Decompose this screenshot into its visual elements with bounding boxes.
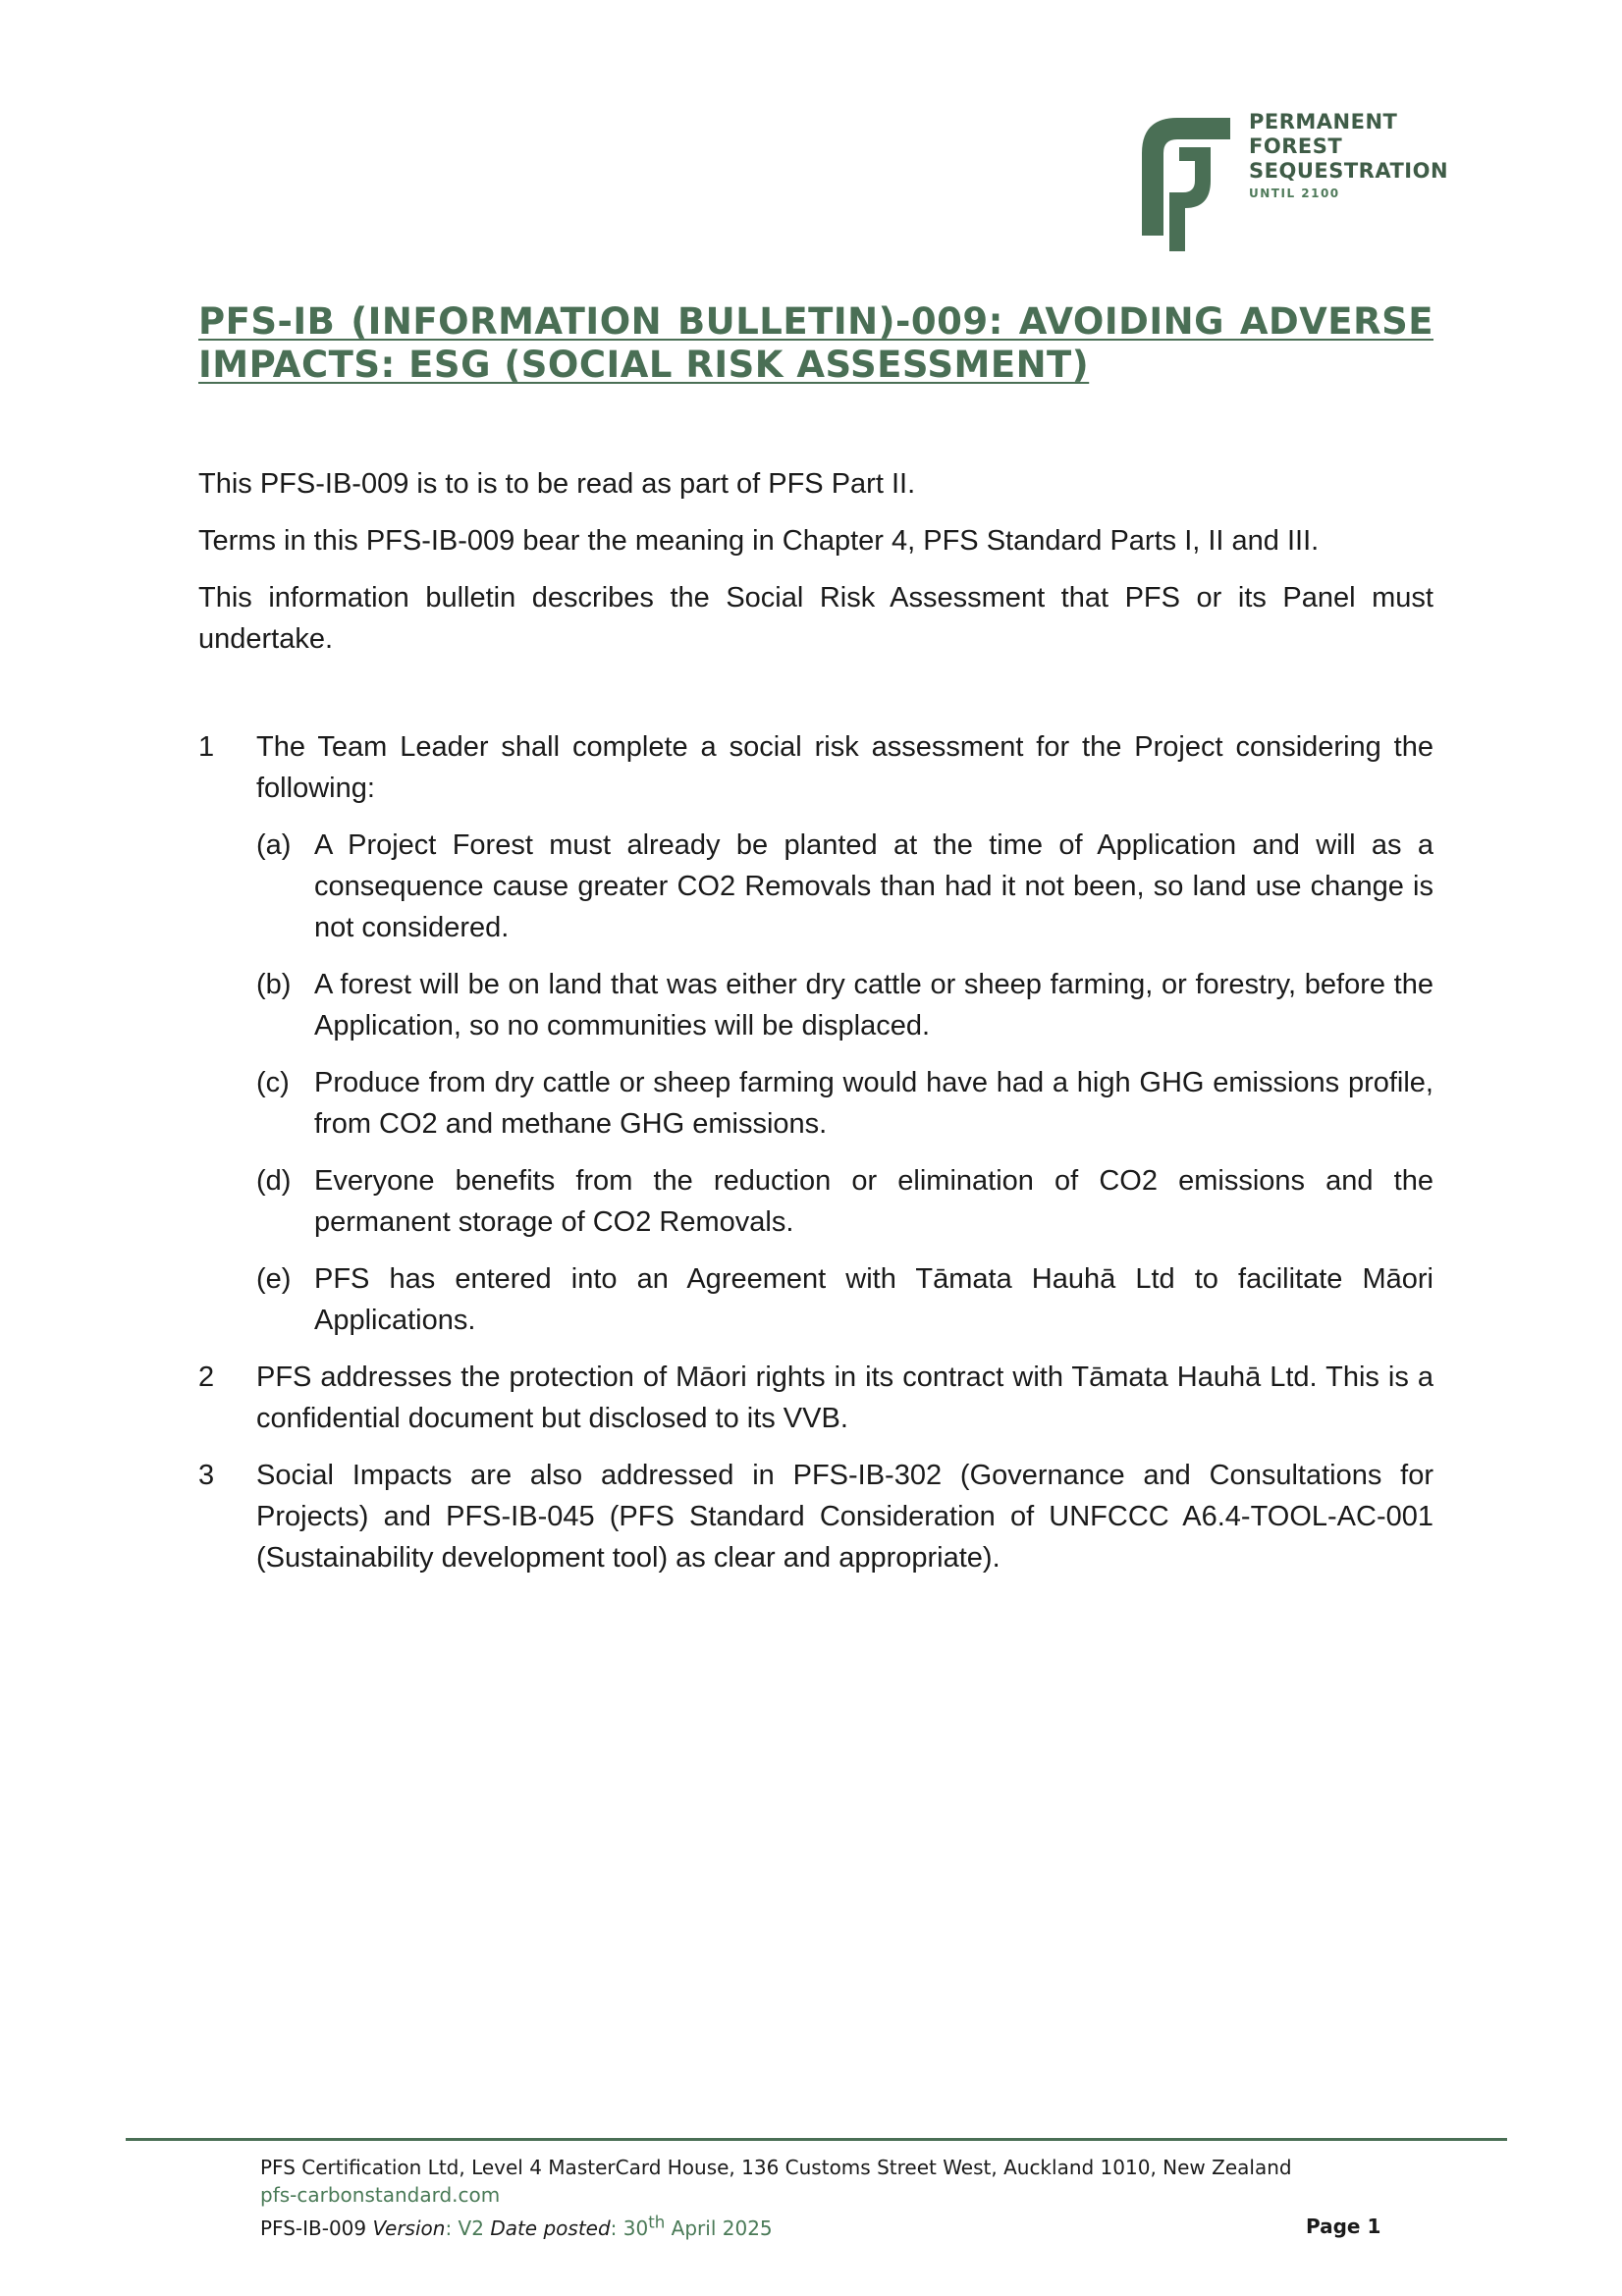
page-number: 1 [1367, 2215, 1381, 2238]
footer-doc-id: PFS-IB-009 [260, 2216, 367, 2240]
footer-version-value: : V2 [445, 2216, 484, 2240]
intro-paragraph: This information bulletin describes the Social Risk Assessment that PFS or its Panel must undertake. [198, 582, 1433, 655]
item-text: PFS addresses the protection of Māori rights in its contract with Tāmata Hauhā Ltd. This is a confidential document but disclosed to its VVB. [256, 1362, 1433, 1434]
page-label: Page [1306, 2215, 1361, 2238]
sub-item-text: PFS has entered into an Agreement with Tāmata Hauhā Ltd to facilitate Māori Applications. [314, 1263, 1433, 1336]
sub-item [256, 1160, 1433, 1243]
sub-item-label: (a) [256, 829, 292, 861]
item-number: 3 [198, 1460, 215, 1491]
numbered-item [198, 1455, 1433, 1578]
footer-date-day: : 30 [610, 2216, 649, 2240]
page-indicator [1306, 2215, 1380, 2238]
sub-item-label: (c) [256, 1067, 290, 1098]
footer-meta [260, 2213, 773, 2240]
logo-line-4: UNTIL 2100 [1249, 187, 1340, 200]
pfs-logo [1114, 110, 1487, 257]
logo-line-1: PERMANENT [1249, 110, 1398, 133]
logo-line-2: FOREST [1249, 134, 1343, 158]
logo-text [1249, 110, 1448, 203]
sub-item-label: (e) [256, 1263, 292, 1295]
sub-item-text: A Project Forest must already be planted at the time of Application and will as a consequence cause greater CO2 Removals than had it not been, so land use change is not considered. [314, 829, 1433, 943]
sub-item [256, 1062, 1433, 1145]
sub-item [256, 1258, 1433, 1341]
sub-item [256, 825, 1433, 948]
document-body [198, 463, 1433, 1594]
item-text: The Team Leader shall complete a social risk assessment for the Project considering the following: [256, 731, 1433, 804]
sub-item-label: (d) [256, 1165, 292, 1197]
item-text: Social Impacts are also addressed in PFS-IB-302 (Governance and Consultations for Projects) and PFS-IB-045 (PFS Standard Consideration of UNFCCC A6.4-TOOL-AC-001 (Sustainability development tool) as clear and appropriate). [256, 1460, 1433, 1574]
footer-date-suffix: th [648, 2213, 666, 2231]
intro-paragraph: This PFS-IB-009 is to is to be read as part of PFS Part II. [198, 468, 916, 500]
intro-paragraph: Terms in this PFS-IB-009 bear the meaning in Chapter 4, PFS Standard Parts I, II and III. [198, 525, 1320, 557]
sub-item-text: A forest will be on land that was either dry cattle or sheep farming, or forestry, before the Application, so no communities will be displaced. [314, 969, 1433, 1041]
footer-address: PFS Certification Ltd, Level 4 MasterCard House, 136 Customs Street West, Auckland 1010, New Zealand [260, 2156, 1292, 2179]
footer-date-label: Date posted [490, 2216, 611, 2240]
footer-divider [126, 2138, 1507, 2141]
numbered-item [198, 1357, 1433, 1439]
sub-item-text: Everyone benefits from the reduction or elimination of CO2 emissions and the permanent storage of CO2 Removals. [314, 1165, 1433, 1238]
item-number: 1 [198, 731, 215, 763]
numbered-item [198, 726, 1433, 809]
spacer [198, 675, 1433, 726]
sub-item [256, 964, 1433, 1046]
logo-line-3: SEQUESTRATION [1249, 159, 1449, 183]
sub-item-text: Produce from dry cattle or sheep farming would have had a high GHG emissions profile, from CO2 and methane GHG emissions. [314, 1067, 1433, 1140]
footer-website-link[interactable]: pfs-carbonstandard.com [260, 2183, 501, 2207]
sub-item-label: (b) [256, 969, 292, 1000]
item-number: 2 [198, 1362, 215, 1393]
document-title: PFS-IB (INFORMATION BULLETIN)-009: AVOIDING ADVERSE IMPACTS: ESG (SOCIAL RISK ASSESSMENT) [198, 300, 1433, 386]
footer [260, 2154, 1379, 2242]
pfs-logo-mark-icon [1114, 110, 1232, 252]
footer-date-rest: April 2025 [665, 2216, 773, 2240]
footer-version-label: Version [372, 2216, 446, 2240]
